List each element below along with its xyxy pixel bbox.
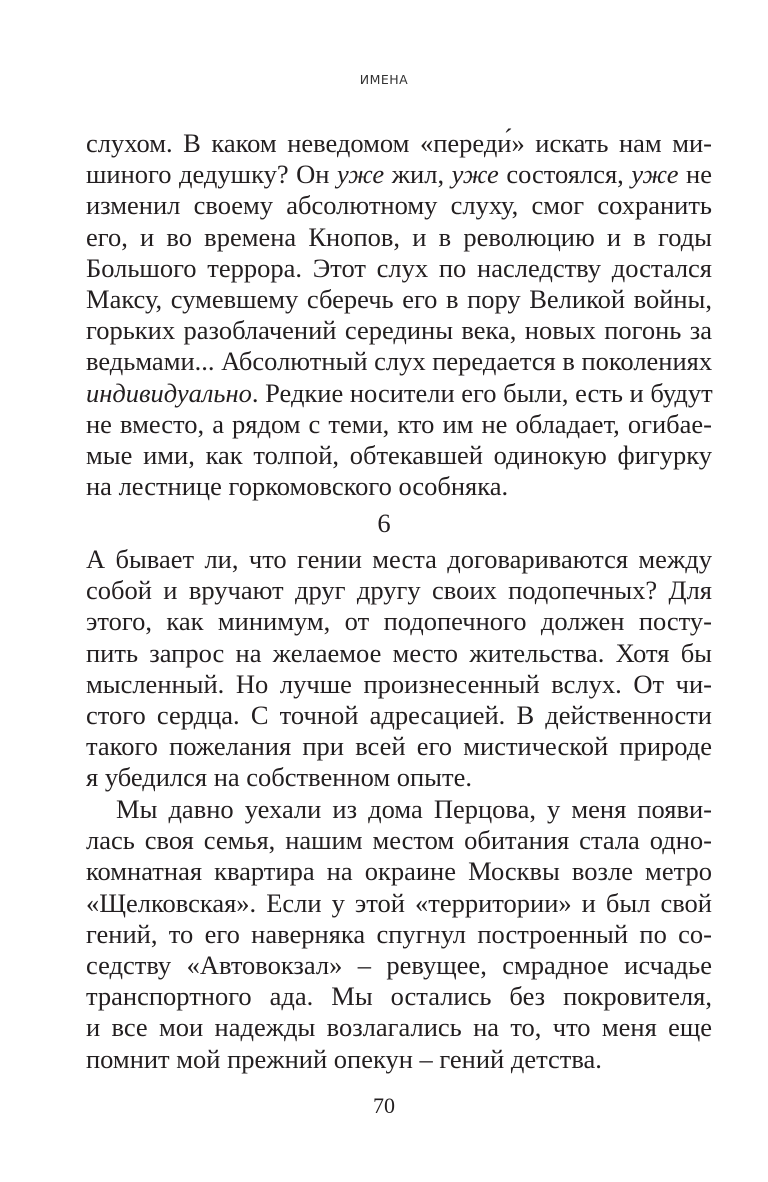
text-line — [86, 222, 712, 253]
italic-text-run: уже — [631, 159, 679, 190]
text-line — [86, 1012, 712, 1043]
text-line — [86, 794, 712, 825]
text-line — [86, 888, 712, 919]
text-line — [86, 669, 712, 700]
italic-text-run: индивидуально — [86, 377, 252, 408]
text-line — [86, 606, 712, 637]
section-number: 6 — [377, 508, 391, 538]
italic-text-run: уже — [451, 159, 499, 190]
text-line — [86, 253, 712, 284]
text-line — [86, 471, 712, 502]
text-run: . Редкие носители его были, есть и будут — [251, 377, 713, 408]
text-run: собой и вручают друг другу своих подопечных? Для — [86, 575, 712, 606]
text-line — [86, 284, 712, 315]
text-run: лась своя семья, нашим местом обитания стала одно- — [86, 825, 712, 856]
paragraph-pertsov-house — [86, 794, 712, 1075]
text-run: шиного дедушку? Он — [86, 159, 338, 190]
text-line — [86, 762, 712, 793]
text-run: комнатная квартира на окраине Москвы возле метро — [86, 856, 712, 887]
text-line — [86, 638, 712, 669]
text-line — [86, 700, 712, 731]
text-run: мысленный. Но лучше произнесенный вслух. От чи- — [86, 668, 712, 699]
text-run: не — [678, 159, 712, 190]
text-line — [86, 409, 712, 440]
text-run: я убедился на собственном опыте. — [86, 762, 472, 793]
text-line — [86, 856, 712, 887]
text-line — [86, 825, 712, 856]
text-run: изменил своему абсолютному слуху, смог сохранить — [86, 190, 712, 221]
paragraph-continuation — [86, 128, 712, 502]
text-run: не вместо, а рядом с теми, кто им не обладает, огибае- — [86, 408, 712, 439]
text-run: этого, как минимум, от подопечного должен посту- — [86, 606, 712, 637]
text-run: слухом. В каком неведомом «переди́» искать нам ми- — [86, 128, 712, 158]
text-line — [86, 159, 712, 190]
text-run: транспортного ада. Мы остались без покровителя, — [86, 981, 712, 1012]
running-head: ИМЕНА — [359, 72, 409, 87]
text-run: и все мои надежды возлагались на то, что меня еще — [86, 1012, 712, 1043]
text-line — [86, 919, 712, 950]
italic-text-run: уже — [337, 159, 385, 190]
text-run: пить запрос на желаемое место жительства. Хотя бы — [86, 637, 712, 668]
text-run: ведьмами... Абсолютный слух передается в поколениях — [86, 346, 713, 377]
text-run: гений, то его наверняка спугнул построенный по со- — [86, 918, 712, 949]
text-line — [86, 575, 712, 606]
text-run: состоялся, — [498, 159, 632, 190]
text-run: Мы давно уехали из дома Перцова, у меня появи- — [116, 794, 712, 824]
text-line — [86, 981, 712, 1012]
text-run: помнит мой прежний опекун – гений детства. — [86, 1043, 602, 1074]
text-line — [86, 190, 712, 221]
text-line — [86, 731, 712, 762]
text-line — [86, 315, 712, 346]
text-run: его, и во времена Кнопов, и в революцию и в годы — [86, 221, 712, 252]
text-line — [86, 1044, 712, 1075]
text-line — [86, 440, 712, 471]
text-run: стого сердца. С точной адресацией. В действенности — [86, 699, 712, 730]
text-run: Большого террора. Этот слух по наследству достался — [86, 252, 712, 283]
text-line — [86, 544, 712, 575]
text-run: Максу, сумевшему сберечь его в пору Великой войны, — [86, 283, 712, 314]
text-run: «Щелковская». Если у этой «территории» и был свой — [86, 887, 712, 918]
text-line — [86, 346, 712, 377]
text-run: жил, — [384, 159, 452, 190]
paragraph-section-6-opening — [86, 544, 712, 794]
text-run: на лестнице горкомовского особняка. — [86, 471, 509, 502]
page-number: 70 — [373, 1093, 395, 1118]
text-run: мые ими, как толпой, обтекавшей одинокую фигурку — [86, 439, 712, 470]
text-line — [86, 378, 712, 409]
text-run: горьких разоблачений середины века, новых погонь за — [86, 315, 712, 346]
text-run: А бывает ли, что гении места договариваются между — [86, 544, 712, 574]
text-line — [86, 950, 712, 981]
text-run: седству «Автовокзал» – ревущее, смрадное исчадье — [86, 949, 712, 980]
text-line — [86, 128, 712, 159]
text-run: такого пожелания при всей его мистической природе — [86, 731, 712, 762]
